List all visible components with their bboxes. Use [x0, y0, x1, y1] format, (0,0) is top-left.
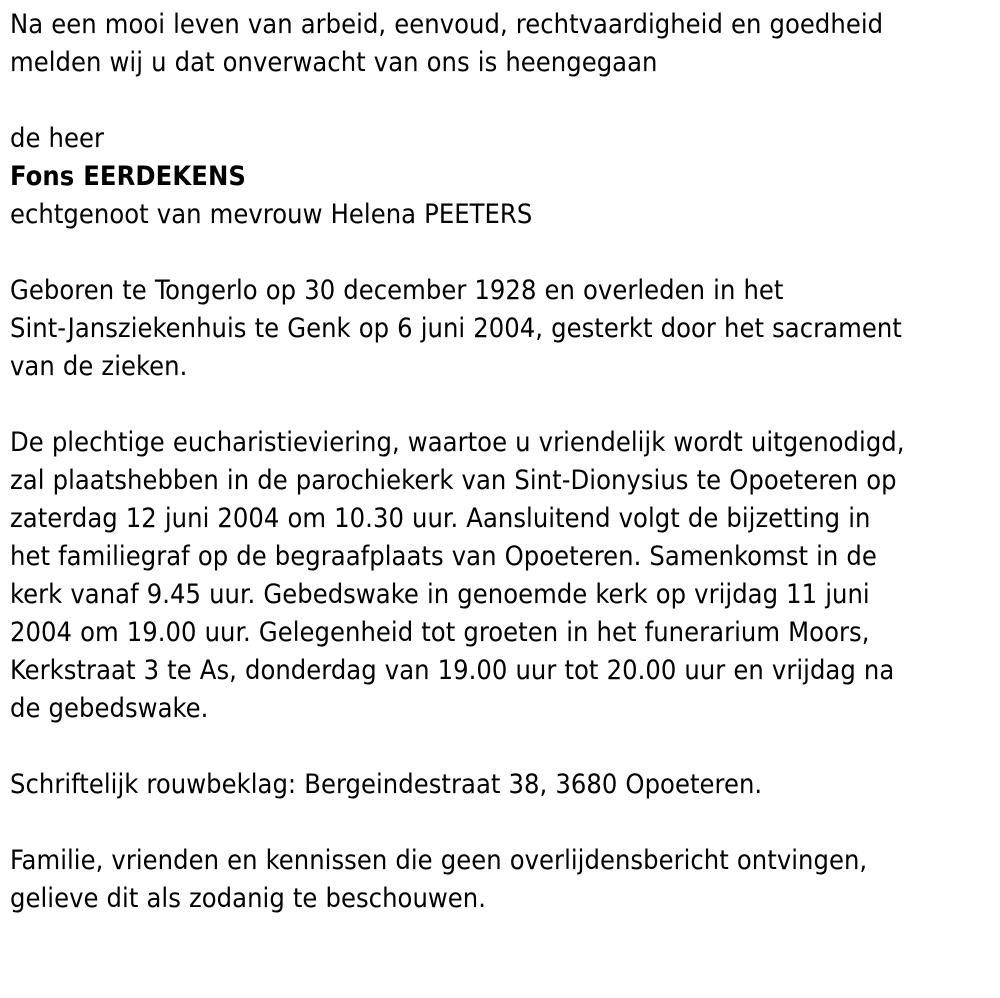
text-line: Geboren te Tongerlo op 30 december 1928 en overleden in het: [10, 275, 784, 306]
spouse-line: [10, 196, 992, 234]
paragraph-salutation: [10, 120, 992, 158]
deceased-name-line: Fons EERDEKENS: [10, 161, 247, 192]
paragraph-birth-death: [10, 272, 992, 386]
text-line: Na een mooi leven van arbeid, eenvoud, rechtvaardigheid en goedheid: [10, 9, 884, 40]
text-line: kerk vanaf 9.45 uur. Gebedswake in genoemde kerk op vrijdag 11 juni: [10, 579, 870, 610]
paragraph-condolence-address: [10, 766, 992, 804]
salutation-line: de heer: [10, 123, 105, 154]
paragraph-opening: [10, 6, 992, 82]
text-line: zaterdag 12 juni 2004 om 10.30 uur. Aansluitend volgt de bijzetting in: [10, 503, 871, 534]
text-line: Kerkstraat 3 te As, donderdag van 19.00 uur tot 20.00 uur en vrijdag na: [10, 655, 895, 686]
paragraph-spacer: [10, 386, 992, 424]
deceased-name: [10, 158, 992, 196]
text-line: zal plaatshebben in de parochiekerk van Sint-Dionysius te Opoeteren op: [10, 465, 897, 496]
text-line: 2004 om 19.00 uur. Gelegenheid tot groeten in het funerarium Moors,: [10, 617, 870, 648]
text-line: melden wij u dat onverwacht van ons is heengegaan: [10, 47, 658, 78]
paragraph-spacer: [10, 82, 992, 120]
spouse-text-line: echtgenoot van mevrouw Helena PEETERS: [10, 199, 533, 230]
text-line: Familie, vrienden en kennissen die geen overlijdensbericht ontvingen,: [10, 845, 868, 876]
paragraph-spacer: [10, 804, 992, 842]
text-line: Schriftelijk rouwbeklag: Bergeindestraat 38, 3680 Opoeteren.: [10, 769, 763, 800]
paragraph-ceremony: [10, 424, 992, 728]
text-line: het familiegraf op de begraafplaats van Opoeteren. Samenkomst in de: [10, 541, 877, 572]
text-line: De plechtige eucharistieviering, waartoe u vriendelijk wordt uitgenodigd,: [10, 427, 905, 458]
paragraph-closing: [10, 842, 992, 918]
text-line: de gebedswake.: [10, 693, 209, 724]
text-line: van de zieken.: [10, 351, 188, 382]
text-line: gelieve dit als zodanig te beschouwen.: [10, 883, 487, 914]
text-line: Sint-Jansziekenhuis te Genk op 6 juni 2004, gesterkt door het sacrament: [10, 313, 902, 344]
paragraph-spacer: [10, 234, 992, 272]
paragraph-spacer: [10, 728, 992, 766]
